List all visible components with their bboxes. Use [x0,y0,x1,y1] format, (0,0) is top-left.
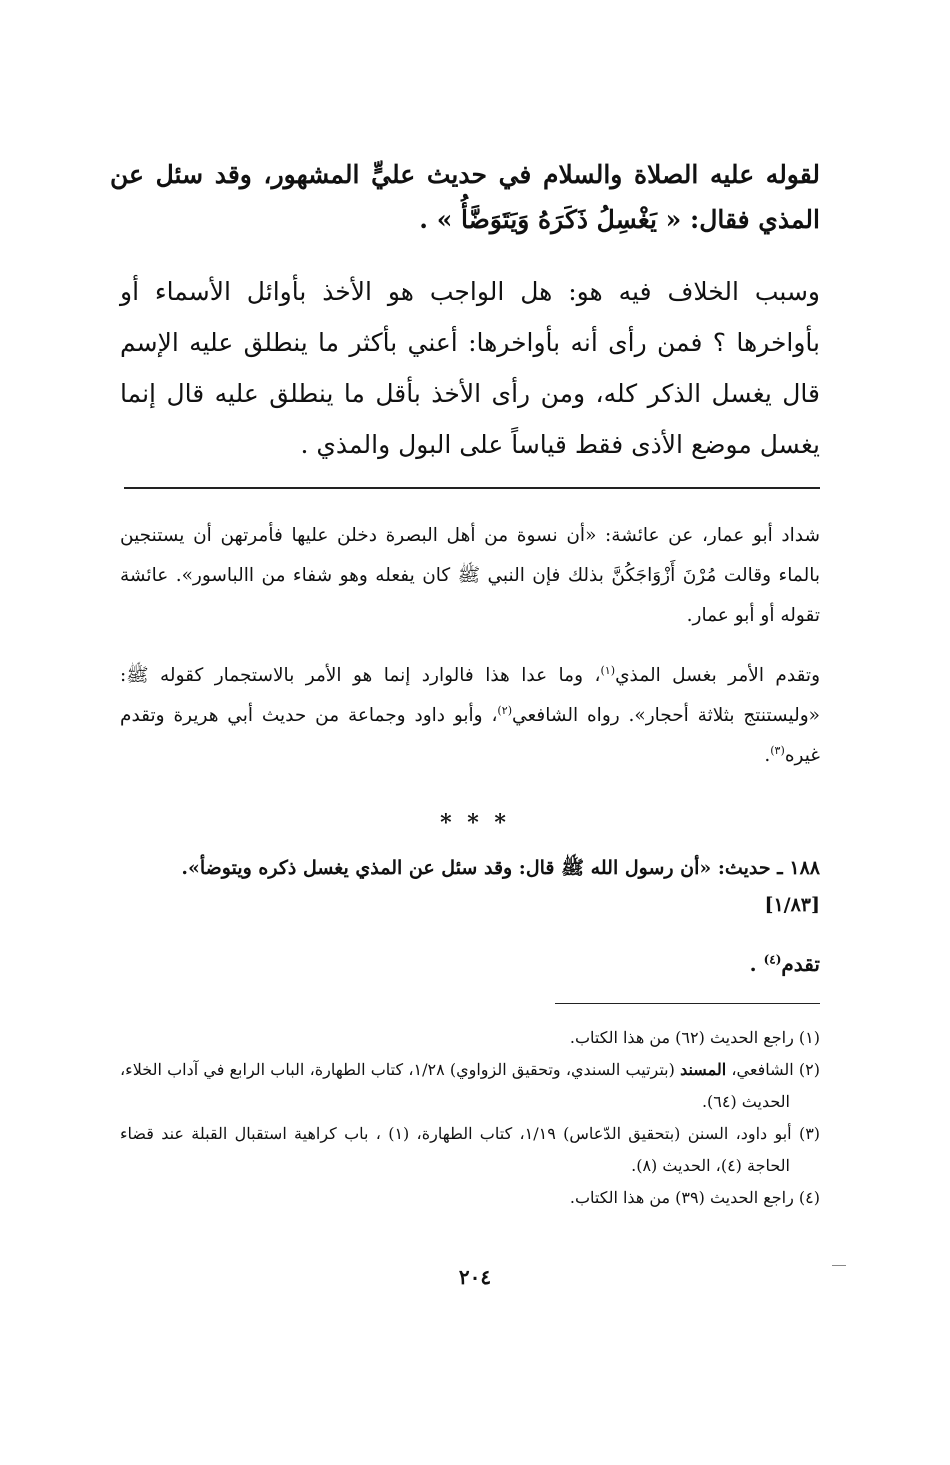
section-separator: * * * [440,810,510,836]
commentary-text-part-4: . [764,745,771,766]
footnote-number: (١) [798,1028,820,1047]
commentary-divider [124,487,820,489]
footnote-3 [120,1118,820,1182]
footnote-ref-3: (٣) [770,743,785,757]
hadith-note [750,952,820,976]
footnote-text: راجع الحديث (٣٩) من هذا الكتاب. [569,1188,794,1207]
footnote-2 [120,1054,820,1118]
footnote-ref-1: (١) [600,663,616,677]
commentary-paragraph-2 [120,656,820,776]
commentary-text-part-2: ، وما عدا هذا فالوارد إنما هو الأمر بالاستجمار كقوله ﷺ: «وليستنتج بثلاثة أحجار». رواه الشافعي [120,665,820,726]
footnote-text: الشافعي، [726,1060,794,1079]
footnotes [120,1022,820,1214]
hadith-note-end: . [749,952,764,976]
footnote-text: (بترتيب السندي، وتحقيق الزواوي) ١/٢٨، كتاب الطهارة، الباب الرابع في آداب الخلاء، الحديث (٦٤). [120,1060,790,1111]
hadith-reference: [١/٨٣] [764,894,820,916]
commentary-paragraph-1: شداد أبو عمار، عن عائشة: «أن نسوة من أهل البصرة دخلن عليها فأمرتهن أن يستنجين بالماء وقالت مُرْنَ أَزْوَاجَكُنَّ بذلك فإن النبي ﷺ كان يفعله وهو شفاء من االباسور». عائشة تقوله أو أبو عمار. [120,525,820,626]
page-number: ٢٠٤ [458,1265,492,1289]
footnotes-divider [555,1003,820,1004]
main-paragraph-2: وسبب الخلاف فيه هو: هل الواجب هو الأخذ بأوائل الأسماء أو بأواخرها ؟ فمن رأى أنه بأواخرها: أعني بأكثر ما ينطلق عليه الإسم قال يغسل الذكر كله، ومن رأى الأخذ بأقل ما ينطلق عليه قال إنما يغسل موضع الأذى فقط قياساً على البول والمذي . [120,277,820,459]
footnote-number: (٢) [798,1060,820,1079]
footnote-text: أبو داود، السنن (بتحقيق الدّعاس) ١/١٩، كتاب الطهارة، (١) ، باب كراهية استقبال القبلة عند قضاء الحاجة (٤)، الحديث (٨). [120,1124,792,1175]
commentary-text-part-1: وتقدم الأمر بغسل المذي [615,665,821,686]
footnote-number: (٤) [798,1188,820,1207]
scan-edge-mark [832,1265,846,1266]
footnote-number: (٣) [798,1124,821,1143]
hadith-note-text: تقدم [781,952,820,976]
footnote-4 [120,1182,820,1214]
footnote-text: راجع الحديث (٦٢) من هذا الكتاب. [569,1028,794,1047]
main-paragraph-1: لقوله عليه الصلاة والسلام في حديث عليٍّ المشهور، وقد سئل عن المذي فقال: « يَغْسِلُ ذَكَرَهُ وَيَتَوَضَّأُ » . [110,160,820,234]
footnote-1 [120,1022,820,1054]
commentary-text-part-3: ، وأبو داود وجماعة من حديث أبي هريرة وتقدم غيره [120,705,820,766]
footnote-book-title: المسند [680,1060,727,1079]
hadith-188: ١٨٨ ـ حديث: «أن رسول الله ﷺ قال: وقد سئل عن المذي يغسل ذكره ويتوضأ». [181,857,820,879]
footnote-ref-2: (٢) [497,703,513,717]
footnote-ref-4: (٤) [763,952,782,967]
